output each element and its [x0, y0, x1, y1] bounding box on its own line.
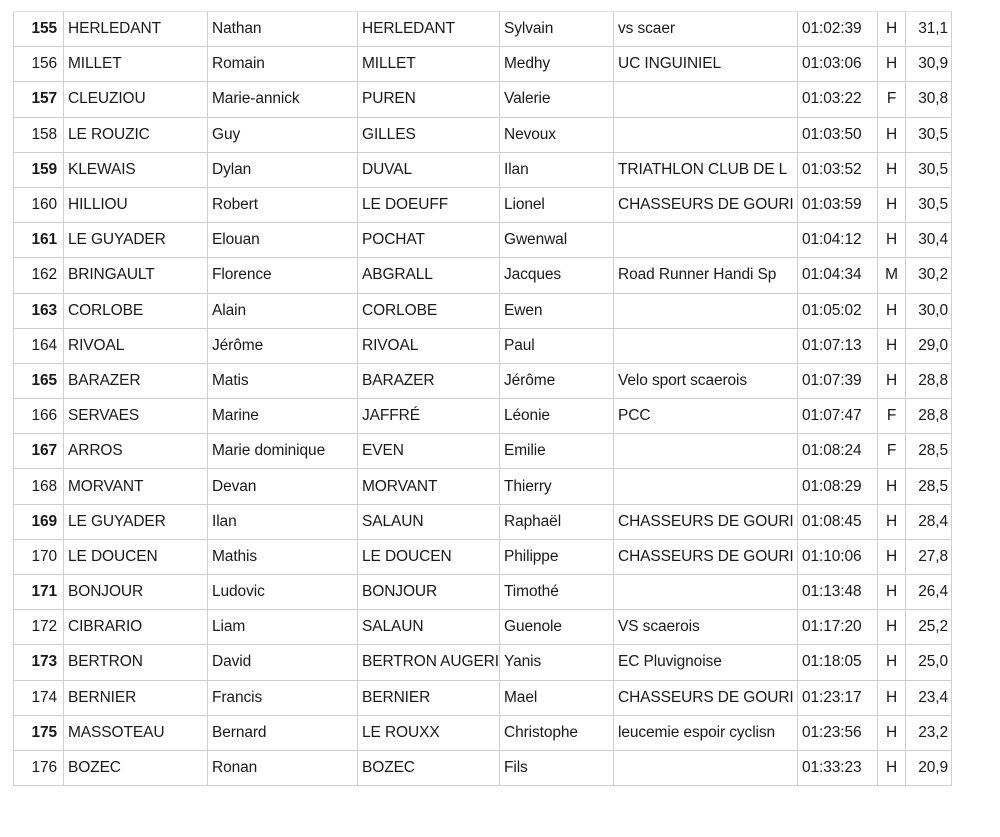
rider-first-name-cell: Ronan: [208, 750, 358, 785]
club-cell: [614, 434, 798, 469]
partner-last-name-cell: SALAUN: [358, 504, 500, 539]
partner-last-name-cell: MORVANT: [358, 469, 500, 504]
speed-cell: 28,4: [906, 504, 952, 539]
time-cell: 01:03:22: [798, 82, 878, 117]
rider-first-name-cell: Alain: [208, 293, 358, 328]
rider-first-name-cell: David: [208, 645, 358, 680]
rank-cell: 168: [14, 469, 64, 504]
rank-cell: 171: [14, 575, 64, 610]
rider-last-name-cell: MILLET: [64, 47, 208, 82]
rider-last-name-cell: BARAZER: [64, 363, 208, 398]
speed-cell: 26,4: [906, 575, 952, 610]
club-cell: vs scaer: [614, 12, 798, 47]
table-row: [14, 82, 952, 117]
rank-cell: 155: [14, 12, 64, 47]
category-cell: F: [878, 399, 906, 434]
partner-first-name-cell: Lionel: [500, 187, 614, 222]
table-row: [14, 715, 952, 750]
rider-last-name-cell: CORLOBE: [64, 293, 208, 328]
club-cell: CHASSEURS DE GOURI: [614, 539, 798, 574]
club-cell: Road Runner Handi Sp: [614, 258, 798, 293]
club-cell: leucemie espoir cyclisn: [614, 715, 798, 750]
speed-cell: 30,5: [906, 117, 952, 152]
rank-cell: 174: [14, 680, 64, 715]
club-cell: [614, 469, 798, 504]
rank-cell: 158: [14, 117, 64, 152]
time-cell: 01:03:59: [798, 187, 878, 222]
speed-cell: 30,8: [906, 82, 952, 117]
rider-first-name-cell: Elouan: [208, 223, 358, 258]
table-row: [14, 680, 952, 715]
table-row: [14, 363, 952, 398]
rider-last-name-cell: CLEUZIOU: [64, 82, 208, 117]
rank-cell: 167: [14, 434, 64, 469]
partner-last-name-cell: POCHAT: [358, 223, 500, 258]
club-cell: [614, 575, 798, 610]
partner-first-name-cell: Emilie: [500, 434, 614, 469]
partner-first-name-cell: Guenole: [500, 610, 614, 645]
results-table: [13, 11, 952, 786]
table-row: [14, 750, 952, 785]
partner-first-name-cell: Jacques: [500, 258, 614, 293]
rank-cell: 159: [14, 152, 64, 187]
partner-last-name-cell: HERLEDANT: [358, 12, 500, 47]
rider-last-name-cell: HERLEDANT: [64, 12, 208, 47]
partner-last-name-cell: BERNIER: [358, 680, 500, 715]
rider-first-name-cell: Robert: [208, 187, 358, 222]
partner-first-name-cell: Nevoux: [500, 117, 614, 152]
speed-cell: 30,2: [906, 258, 952, 293]
speed-cell: 31,1: [906, 12, 952, 47]
partner-last-name-cell: LE DOUCEN: [358, 539, 500, 574]
club-cell: UC INGUINIEL: [614, 47, 798, 82]
partner-last-name-cell: BONJOUR: [358, 575, 500, 610]
rider-first-name-cell: Devan: [208, 469, 358, 504]
category-cell: H: [878, 187, 906, 222]
table-row: [14, 645, 952, 680]
speed-cell: 27,8: [906, 539, 952, 574]
rider-first-name-cell: Dylan: [208, 152, 358, 187]
club-cell: [614, 117, 798, 152]
category-cell: F: [878, 82, 906, 117]
category-cell: H: [878, 363, 906, 398]
time-cell: 01:08:29: [798, 469, 878, 504]
speed-cell: 29,0: [906, 328, 952, 363]
rank-cell: 165: [14, 363, 64, 398]
category-cell: H: [878, 328, 906, 363]
partner-first-name-cell: Ewen: [500, 293, 614, 328]
category-cell: H: [878, 680, 906, 715]
table-row: [14, 293, 952, 328]
rider-first-name-cell: Francis: [208, 680, 358, 715]
rider-last-name-cell: ARROS: [64, 434, 208, 469]
club-cell: [614, 328, 798, 363]
partner-first-name-cell: Medhy: [500, 47, 614, 82]
partner-last-name-cell: ABGRALL: [358, 258, 500, 293]
table-row: [14, 504, 952, 539]
rider-last-name-cell: KLEWAIS: [64, 152, 208, 187]
table-row: [14, 575, 952, 610]
club-cell: [614, 223, 798, 258]
time-cell: 01:23:56: [798, 715, 878, 750]
partner-first-name-cell: Christophe: [500, 715, 614, 750]
time-cell: 01:13:48: [798, 575, 878, 610]
category-cell: M: [878, 258, 906, 293]
partner-last-name-cell: GILLES: [358, 117, 500, 152]
table-row: [14, 187, 952, 222]
club-cell: VS scaerois: [614, 610, 798, 645]
rider-last-name-cell: HILLIOU: [64, 187, 208, 222]
time-cell: 01:08:24: [798, 434, 878, 469]
speed-cell: 25,0: [906, 645, 952, 680]
rider-first-name-cell: Marie-annick: [208, 82, 358, 117]
category-cell: H: [878, 47, 906, 82]
partner-last-name-cell: MILLET: [358, 47, 500, 82]
results-sheet: [13, 11, 951, 786]
partner-first-name-cell: Sylvain: [500, 12, 614, 47]
rank-cell: 169: [14, 504, 64, 539]
time-cell: 01:07:13: [798, 328, 878, 363]
rider-last-name-cell: RIVOAL: [64, 328, 208, 363]
rider-last-name-cell: MORVANT: [64, 469, 208, 504]
club-cell: [614, 82, 798, 117]
partner-last-name-cell: RIVOAL: [358, 328, 500, 363]
time-cell: 01:07:47: [798, 399, 878, 434]
partner-first-name-cell: Paul: [500, 328, 614, 363]
club-cell: TRIATHLON CLUB DE L: [614, 152, 798, 187]
table-row: [14, 469, 952, 504]
rank-cell: 176: [14, 750, 64, 785]
partner-first-name-cell: Valerie: [500, 82, 614, 117]
category-cell: H: [878, 12, 906, 47]
rider-last-name-cell: BOZEC: [64, 750, 208, 785]
rider-first-name-cell: Ludovic: [208, 575, 358, 610]
partner-last-name-cell: EVEN: [358, 434, 500, 469]
category-cell: H: [878, 715, 906, 750]
rider-last-name-cell: BONJOUR: [64, 575, 208, 610]
time-cell: 01:33:23: [798, 750, 878, 785]
time-cell: 01:07:39: [798, 363, 878, 398]
club-cell: EC Pluvignoise: [614, 645, 798, 680]
partner-first-name-cell: Fils: [500, 750, 614, 785]
rider-last-name-cell: BERTRON: [64, 645, 208, 680]
rank-cell: 170: [14, 539, 64, 574]
rank-cell: 157: [14, 82, 64, 117]
partner-first-name-cell: Yanis: [500, 645, 614, 680]
table-row: [14, 539, 952, 574]
table-row: [14, 223, 952, 258]
rider-last-name-cell: LE ROUZIC: [64, 117, 208, 152]
category-cell: H: [878, 504, 906, 539]
category-cell: H: [878, 750, 906, 785]
partner-last-name-cell: LE DOEUFF: [358, 187, 500, 222]
speed-cell: 30,0: [906, 293, 952, 328]
club-cell: CHASSEURS DE GOURI: [614, 187, 798, 222]
speed-cell: 23,4: [906, 680, 952, 715]
speed-cell: 23,2: [906, 715, 952, 750]
category-cell: H: [878, 645, 906, 680]
partner-first-name-cell: Léonie: [500, 399, 614, 434]
rank-cell: 162: [14, 258, 64, 293]
time-cell: 01:04:34: [798, 258, 878, 293]
partner-first-name-cell: Raphaël: [500, 504, 614, 539]
time-cell: 01:03:50: [798, 117, 878, 152]
speed-cell: 25,2: [906, 610, 952, 645]
partner-last-name-cell: BARAZER: [358, 363, 500, 398]
partner-first-name-cell: Mael: [500, 680, 614, 715]
time-cell: 01:17:20: [798, 610, 878, 645]
rider-last-name-cell: LE GUYADER: [64, 223, 208, 258]
rider-first-name-cell: Romain: [208, 47, 358, 82]
rider-first-name-cell: Nathan: [208, 12, 358, 47]
rider-last-name-cell: BRINGAULT: [64, 258, 208, 293]
rider-last-name-cell: BERNIER: [64, 680, 208, 715]
partner-last-name-cell: JAFFRÉ: [358, 399, 500, 434]
partner-last-name-cell: PUREN: [358, 82, 500, 117]
rider-first-name-cell: Marie dominique: [208, 434, 358, 469]
rank-cell: 160: [14, 187, 64, 222]
club-cell: [614, 750, 798, 785]
rank-cell: 175: [14, 715, 64, 750]
table-row: [14, 12, 952, 47]
speed-cell: 28,8: [906, 399, 952, 434]
partner-first-name-cell: Timothé: [500, 575, 614, 610]
partner-first-name-cell: Gwenwal: [500, 223, 614, 258]
rank-cell: 166: [14, 399, 64, 434]
club-cell: [614, 293, 798, 328]
speed-cell: 30,5: [906, 152, 952, 187]
club-cell: Velo sport scaerois: [614, 363, 798, 398]
table-row: [14, 258, 952, 293]
club-cell: CHASSEURS DE GOURI: [614, 680, 798, 715]
partner-first-name-cell: Thierry: [500, 469, 614, 504]
time-cell: 01:18:05: [798, 645, 878, 680]
category-cell: F: [878, 434, 906, 469]
category-cell: H: [878, 117, 906, 152]
partner-last-name-cell: BERTRON AUGERI: [358, 645, 500, 680]
time-cell: 01:08:45: [798, 504, 878, 539]
rank-cell: 164: [14, 328, 64, 363]
rider-first-name-cell: Bernard: [208, 715, 358, 750]
category-cell: H: [878, 152, 906, 187]
partner-first-name-cell: Ilan: [500, 152, 614, 187]
category-cell: H: [878, 610, 906, 645]
rank-cell: 172: [14, 610, 64, 645]
rider-last-name-cell: LE DOUCEN: [64, 539, 208, 574]
partner-last-name-cell: SALAUN: [358, 610, 500, 645]
speed-cell: 30,9: [906, 47, 952, 82]
time-cell: 01:03:06: [798, 47, 878, 82]
speed-cell: 30,4: [906, 223, 952, 258]
rider-last-name-cell: MASSOTEAU: [64, 715, 208, 750]
club-cell: CHASSEURS DE GOURI: [614, 504, 798, 539]
rider-first-name-cell: Florence: [208, 258, 358, 293]
rank-cell: 163: [14, 293, 64, 328]
table-row: [14, 399, 952, 434]
rider-first-name-cell: Guy: [208, 117, 358, 152]
partner-first-name-cell: Philippe: [500, 539, 614, 574]
speed-cell: 20,9: [906, 750, 952, 785]
rider-first-name-cell: Jérôme: [208, 328, 358, 363]
time-cell: 01:05:02: [798, 293, 878, 328]
speed-cell: 30,5: [906, 187, 952, 222]
time-cell: 01:10:06: [798, 539, 878, 574]
time-cell: 01:03:52: [798, 152, 878, 187]
partner-first-name-cell: Jérôme: [500, 363, 614, 398]
table-row: [14, 328, 952, 363]
category-cell: H: [878, 293, 906, 328]
results-rows: [14, 12, 952, 786]
speed-cell: 28,5: [906, 434, 952, 469]
partner-last-name-cell: DUVAL: [358, 152, 500, 187]
time-cell: 01:23:17: [798, 680, 878, 715]
rider-last-name-cell: LE GUYADER: [64, 504, 208, 539]
category-cell: H: [878, 223, 906, 258]
rank-cell: 173: [14, 645, 64, 680]
category-cell: H: [878, 575, 906, 610]
category-cell: H: [878, 469, 906, 504]
rider-last-name-cell: CIBRARIO: [64, 610, 208, 645]
partner-last-name-cell: BOZEC: [358, 750, 500, 785]
table-row: [14, 434, 952, 469]
rider-first-name-cell: Mathis: [208, 539, 358, 574]
table-row: [14, 47, 952, 82]
table-row: [14, 610, 952, 645]
rider-first-name-cell: Matis: [208, 363, 358, 398]
rider-last-name-cell: SERVAES: [64, 399, 208, 434]
speed-cell: 28,5: [906, 469, 952, 504]
time-cell: 01:02:39: [798, 12, 878, 47]
category-cell: H: [878, 539, 906, 574]
rider-first-name-cell: Liam: [208, 610, 358, 645]
time-cell: 01:04:12: [798, 223, 878, 258]
partner-last-name-cell: LE ROUXX: [358, 715, 500, 750]
partner-last-name-cell: CORLOBE: [358, 293, 500, 328]
table-row: [14, 117, 952, 152]
rider-first-name-cell: Marine: [208, 399, 358, 434]
rank-cell: 156: [14, 47, 64, 82]
rider-first-name-cell: Ilan: [208, 504, 358, 539]
club-cell: PCC: [614, 399, 798, 434]
table-row: [14, 152, 952, 187]
rank-cell: 161: [14, 223, 64, 258]
speed-cell: 28,8: [906, 363, 952, 398]
